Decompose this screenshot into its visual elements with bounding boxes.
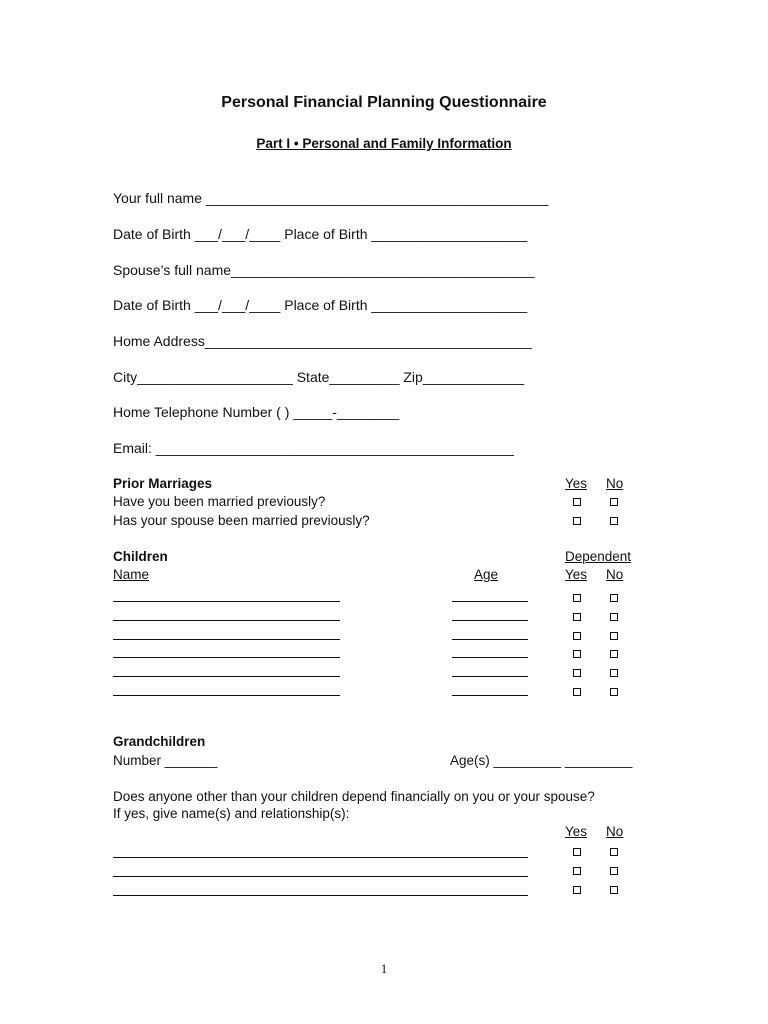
prior-marriages-heading: Prior Marriages	[113, 476, 213, 491]
dependents-yes-header: Yes	[565, 824, 588, 839]
dependent-yes-checkbox[interactable]	[573, 867, 581, 875]
grandchildren-number-field[interactable]: Number _______	[113, 753, 218, 768]
children-yes-header: Yes	[565, 567, 588, 582]
child-dependent-yes-checkbox[interactable]	[573, 594, 581, 602]
children-heading: Children	[113, 549, 168, 564]
child-dependent-yes-checkbox[interactable]	[573, 613, 581, 621]
child-age-line[interactable]	[452, 676, 528, 677]
city-state-zip-field[interactable]: City____________________ State_________ Zip_____________	[113, 369, 525, 385]
dependents-question: Does anyone other than your children depend financially on you or your spouse?	[113, 789, 595, 804]
full-name-field[interactable]: Your full name ____________________________________________	[113, 190, 549, 206]
child-dependent-no-checkbox[interactable]	[610, 650, 618, 658]
child-name-line[interactable]	[113, 601, 340, 602]
home-telephone-field[interactable]: Home Telephone Number ( ) _____-________	[113, 404, 400, 420]
dependent-name-relationship-line[interactable]	[113, 895, 528, 896]
child-age-line[interactable]	[452, 601, 528, 602]
married-previously-no-checkbox[interactable]	[610, 498, 618, 506]
date-of-birth-field[interactable]: Date of Birth ___/___/____ Place of Birth ____________________	[113, 226, 528, 242]
children-no-header: No	[606, 567, 624, 582]
child-dependent-no-checkbox[interactable]	[610, 632, 618, 640]
spouse-married-previously-no-checkbox[interactable]	[610, 517, 618, 525]
dependent-header: Dependent	[565, 549, 632, 564]
part-heading-text: Part I • Personal and Family Information	[256, 136, 512, 151]
spouse-date-of-birth-field[interactable]: Date of Birth ___/___/____ Place of Birth ____________________	[113, 297, 528, 313]
child-dependent-yes-checkbox[interactable]	[573, 688, 581, 696]
child-dependent-no-checkbox[interactable]	[610, 688, 618, 696]
question-spouse-married-previously: Has your spouse been married previously?	[113, 513, 370, 528]
child-dependent-yes-checkbox[interactable]	[573, 669, 581, 677]
child-name-line[interactable]	[113, 657, 340, 658]
email-field[interactable]: Email: ______________________________________________	[113, 440, 514, 456]
dependent-yes-checkbox[interactable]	[573, 886, 581, 894]
child-dependent-yes-checkbox[interactable]	[573, 650, 581, 658]
spouse-name-field[interactable]: Spouse’s full name_______________________________________	[113, 262, 535, 278]
prior-marriages-yes-header: Yes	[565, 476, 588, 491]
document-title: Personal Financial Planning Questionnaire	[221, 94, 547, 111]
grandchildren-heading: Grandchildren	[113, 734, 206, 749]
child-age-line[interactable]	[452, 657, 528, 658]
child-name-line[interactable]	[113, 620, 340, 621]
child-name-line[interactable]	[113, 695, 340, 696]
dependent-yes-checkbox[interactable]	[573, 848, 581, 856]
home-address-field[interactable]: Home Address__________________________________________	[113, 333, 532, 349]
child-dependent-no-checkbox[interactable]	[610, 613, 618, 621]
child-name-line[interactable]	[113, 639, 340, 640]
child-age-line[interactable]	[452, 695, 528, 696]
child-age-line[interactable]	[452, 620, 528, 621]
dependent-name-relationship-line[interactable]	[113, 857, 528, 858]
grandchildren-ages-field[interactable]: Age(s) _________ _________	[450, 753, 633, 768]
child-dependent-no-checkbox[interactable]	[610, 669, 618, 677]
part-heading	[0, 136, 768, 151]
prior-marriages-no-header: No	[606, 476, 624, 491]
child-name-line[interactable]	[113, 676, 340, 677]
dependents-instruction: If yes, give name(s) and relationship(s):	[113, 806, 350, 821]
dependent-name-relationship-line[interactable]	[113, 876, 528, 877]
children-age-header: Age	[474, 567, 499, 582]
child-age-line[interactable]	[452, 639, 528, 640]
dependents-no-header: No	[606, 824, 624, 839]
spouse-married-previously-yes-checkbox[interactable]	[573, 517, 581, 525]
child-dependent-yes-checkbox[interactable]	[573, 632, 581, 640]
question-married-previously: Have you been married previously?	[113, 494, 326, 509]
children-name-header: Name	[113, 567, 150, 582]
dependent-no-checkbox[interactable]	[610, 886, 618, 894]
dependent-no-checkbox[interactable]	[610, 848, 618, 856]
dependent-no-checkbox[interactable]	[610, 867, 618, 875]
page-number: 1	[380, 961, 388, 976]
married-previously-yes-checkbox[interactable]	[573, 498, 581, 506]
child-dependent-no-checkbox[interactable]	[610, 594, 618, 602]
